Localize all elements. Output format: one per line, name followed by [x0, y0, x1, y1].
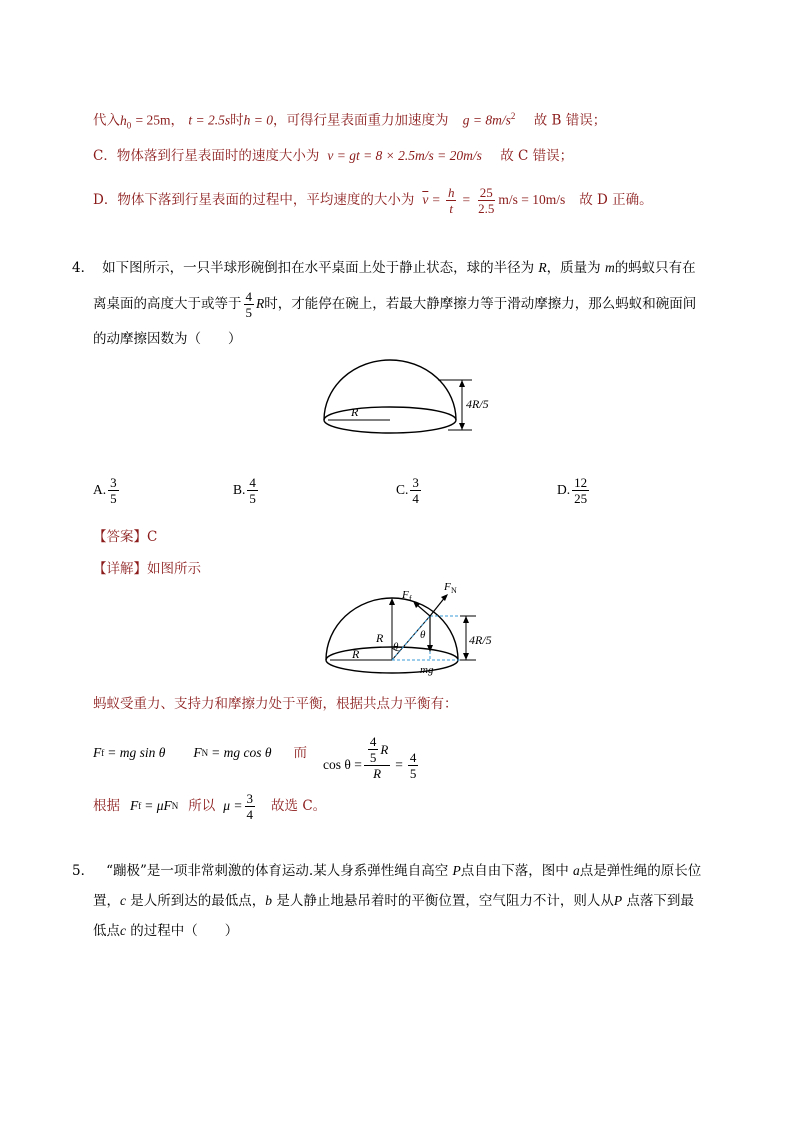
q4-line-1: 4． 如下图所示，一只半球形碗倒扣在水平桌面上处于静止状态，球的半径为 R，质量为 m的蚂蚁只有在 — [72, 260, 696, 276]
solution-line-d: D．物体下落到行星表面的过程中，平均速度的大小为 $\overline{v}$ = $\frac{h}{t}$ = $\frac{25}{2.5}$ m/s = 10m/s 故 D 正确。 — [93, 184, 653, 216]
force-diagram — [320, 582, 510, 676]
svg-text:θ: θ — [393, 641, 399, 653]
svg-text:N: N — [451, 586, 457, 595]
solution-line-b: 代入$h_0 = 25m$， t = 2.5s时h = 0，可得行星表面重力加速度为 $g = 8m/s^2$ 故 B 错误； — [93, 111, 607, 131]
option-a[interactable]: A. $\frac{3}{5}$ — [93, 474, 117, 506]
option-c[interactable]: C. $\frac{3}{4}$ — [396, 474, 419, 506]
detail-line: 【详解】如图所示 — [93, 561, 201, 577]
svg-text:F: F — [402, 589, 409, 601]
height-label: 4R/5 — [466, 397, 489, 411]
answer-line: 【答案】C — [93, 529, 158, 545]
q4-line-3: 的动摩擦因数为（ ） — [93, 331, 242, 347]
svg-text:f: f — [409, 594, 412, 603]
h0-symbol: $h_0$ — [120, 112, 132, 131]
answer-value: C — [147, 529, 158, 545]
cos-fraction: $\frac{4}{5}$ R R — [364, 734, 390, 781]
svg-text:R: R — [376, 631, 384, 645]
option-d[interactable]: D. $\frac{12}{25}$ — [557, 474, 588, 506]
q5-line-1: 5． “蹦极”是一项非常刺激的体育运动.某人身系弹性绳自高空 P点自由下落，图中 a点是弹性绳的原长位 — [72, 863, 702, 879]
balance-text: 蚂蚁受重力、支持力和摩擦力处于平衡，根据共点力平衡有： — [93, 696, 458, 712]
radius-label: R — [351, 405, 359, 419]
svg-text:F: F — [444, 582, 451, 593]
fraction-25-over-2.5: $\frac{25}{2.5}$ — [478, 184, 495, 216]
q5-line-3: 低点c 的过程中（ ） — [93, 923, 239, 939]
force-equations: F f = mg sin θ F N = mg cos θ 而 cos θ = $\frac{4}{5}$ R R = $\frac{4}{5}$ — [93, 733, 417, 781]
final-line: 根据 F f = μF N 所以 μ = $\frac{3}{4}$ 故选 C。 — [93, 790, 327, 822]
solution-line-c: C．物体落到行星表面时的速度大小为 v = gt = 8 × 2.5m/s = 20m/s 故 C 错误； — [93, 148, 574, 164]
hemisphere-figure — [318, 358, 508, 438]
svg-text:mg: mg — [420, 664, 434, 676]
svg-text:θ: θ — [420, 629, 426, 641]
q4-line-2: 离桌面的高度大于或等于 $\frac{4}{5}$ R 时，才能停在碗上，若最大静摩擦力等于滑动摩擦力，那么蚂蚁和碗面间 — [93, 288, 697, 320]
option-b[interactable]: B. $\frac{4}{5}$ — [233, 474, 256, 506]
q5-line-2: 置，c 是人所到达的最低点，b 是人静止地悬吊着时的平衡位置，空气阻力不计，则人从P 点落下到最 — [93, 893, 694, 909]
svg-text:4R/5: 4R/5 — [469, 633, 492, 647]
fraction-h-over-t: $\frac{h}{t}$ — [447, 184, 455, 216]
svg-text:R: R — [352, 647, 360, 661]
fraction-4-over-5: $\frac{4}{5}$ — [245, 288, 252, 320]
